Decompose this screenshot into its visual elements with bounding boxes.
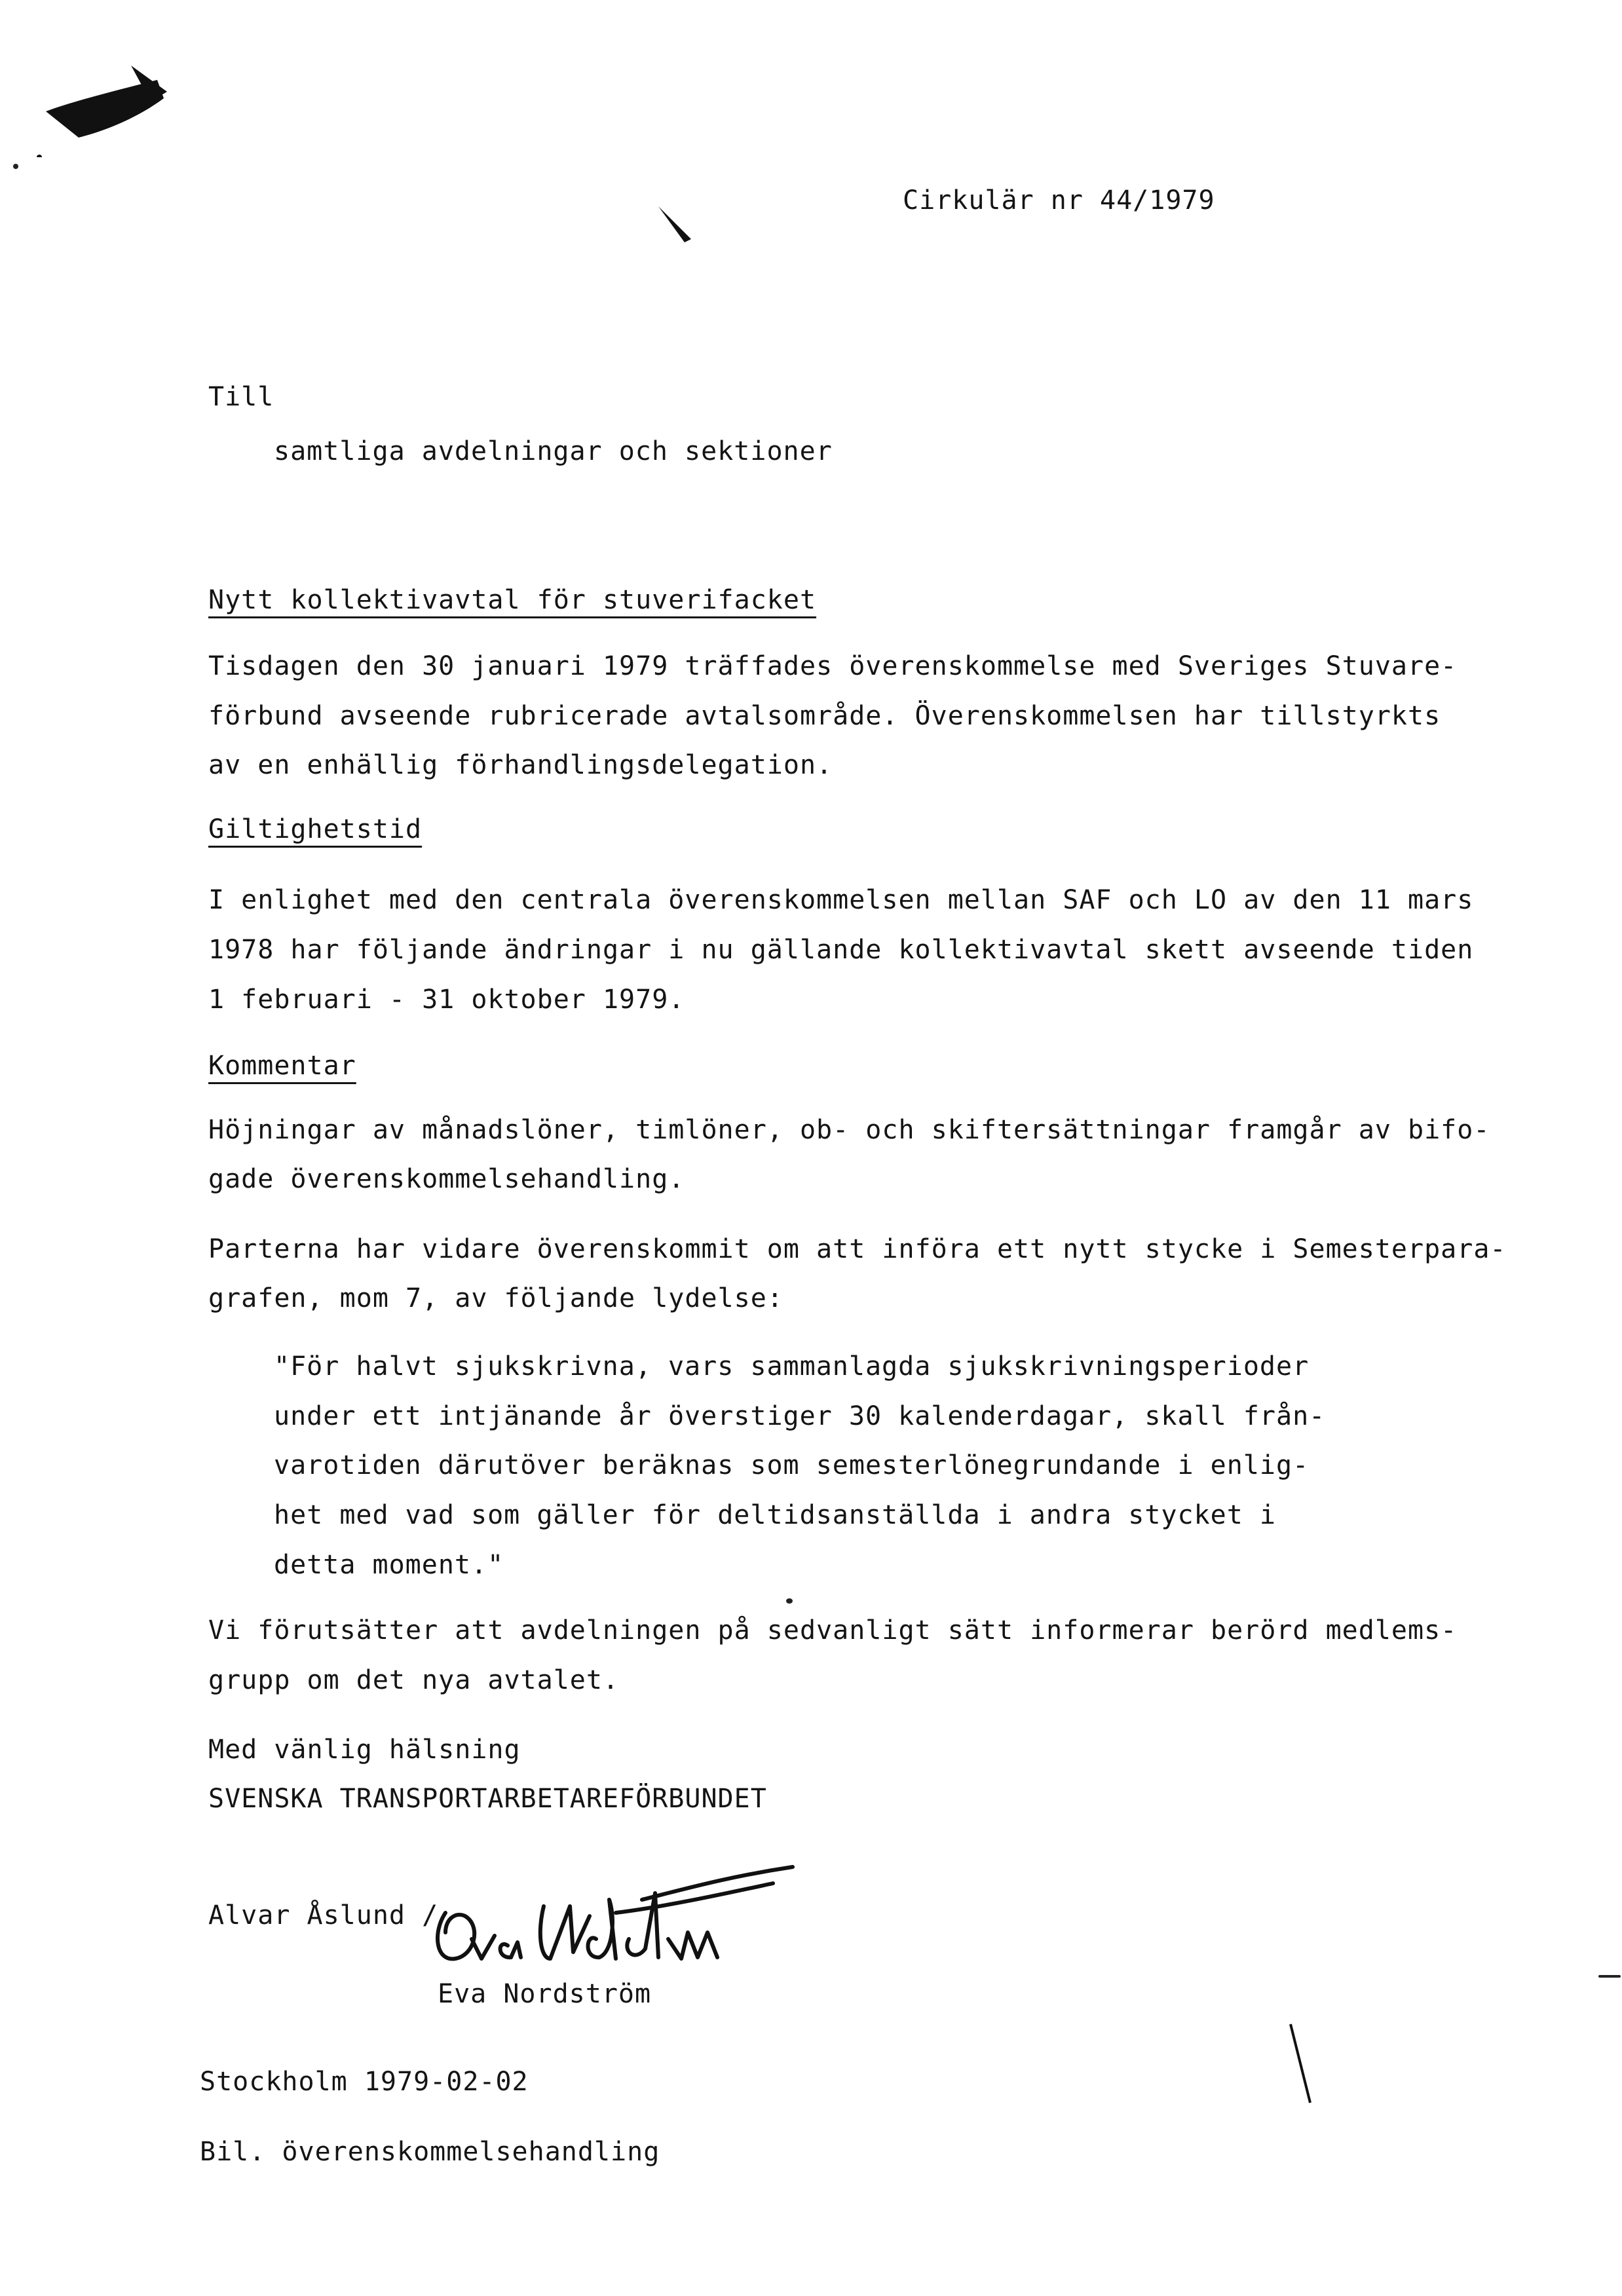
scan-mark-top bbox=[652, 197, 704, 249]
comment-heading: Kommentar bbox=[208, 1051, 356, 1081]
closing-line: Vi förutsätter att avdelningen på sedvanligt sätt informerar berörd medlems- bbox=[208, 1615, 1458, 1646]
signatory-name: Alvar Åslund / bbox=[208, 1900, 439, 1930]
comment-line: gade överenskommelsehandling. bbox=[208, 1164, 685, 1194]
comment-line: Höjningar av månadslöner, timlöner, ob- och skiftersättningar framgår av bifo- bbox=[208, 1115, 1490, 1145]
quote-line: detta moment." bbox=[274, 1550, 504, 1580]
validity-line: I enlighet med den centrala överenskommelsen mellan SAF och LO av den 11 mars bbox=[208, 885, 1474, 915]
quote-line: under ett intjänande år överstiger 30 kalenderdagar, skall från- bbox=[274, 1401, 1326, 1431]
circular-number: Cirkulär nr 44/1979 bbox=[903, 185, 1215, 216]
scan-speck bbox=[1598, 1975, 1621, 1978]
scan-mark-right bbox=[1281, 2018, 1320, 2109]
quote-line: "För halvt sjukskrivna, vars sammanlagda sjukskrivningsperioder bbox=[274, 1351, 1310, 1382]
attachment-note: Bil. överenskommelsehandling bbox=[200, 2137, 660, 2167]
organization-name: SVENSKA TRANSPORTARBETAREFÖRBUNDET bbox=[208, 1784, 767, 1814]
quote-line: varotiden därutöver beräknas som semesterlönegrundande i enlig- bbox=[274, 1450, 1310, 1480]
addressee-recipients: samtliga avdelningar och sektioner bbox=[274, 436, 833, 466]
greeting: Med vänlig hälsning bbox=[208, 1735, 521, 1765]
scan-speck bbox=[786, 1598, 793, 1604]
intro-line: av en enhällig förhandlingsdelegation. bbox=[208, 750, 833, 780]
validity-line: 1978 har följande ändringar i nu gällande kollektivavtal skett avseende tiden bbox=[208, 935, 1474, 965]
intro-line: förbund avseende rubricerade avtalsområde. Överenskommelsen har tillstyrkts bbox=[208, 701, 1441, 731]
section-heading: Nytt kollektivavtal för stuverifacket bbox=[208, 585, 817, 615]
comment-line: grafen, mom 7, av följande lydelse: bbox=[208, 1283, 783, 1313]
intro-line: Tisdagen den 30 januari 1979 träffades överenskommelse med Sveriges Stuvare- bbox=[208, 651, 1458, 681]
handwritten-signature bbox=[419, 1854, 812, 1985]
quote-line: het med vad som gäller för deltidsanställda i andra stycket i bbox=[274, 1500, 1277, 1530]
validity-line: 1 februari - 31 oktober 1979. bbox=[208, 985, 685, 1015]
validity-heading: Giltighetstid bbox=[208, 814, 423, 844]
scan-speck bbox=[13, 164, 18, 169]
closing-line: grupp om det nya avtalet. bbox=[208, 1665, 620, 1695]
corner-scan-mark bbox=[33, 39, 177, 157]
comment-line: Parterna har vidare överenskommit om att införa ett nytt stycke i Semesterpara- bbox=[208, 1234, 1507, 1264]
signatory-name-typed: Eva Nordström bbox=[438, 1979, 652, 2009]
addressee-label: Till bbox=[208, 382, 274, 412]
place-and-date: Stockholm 1979-02-02 bbox=[200, 2067, 529, 2097]
